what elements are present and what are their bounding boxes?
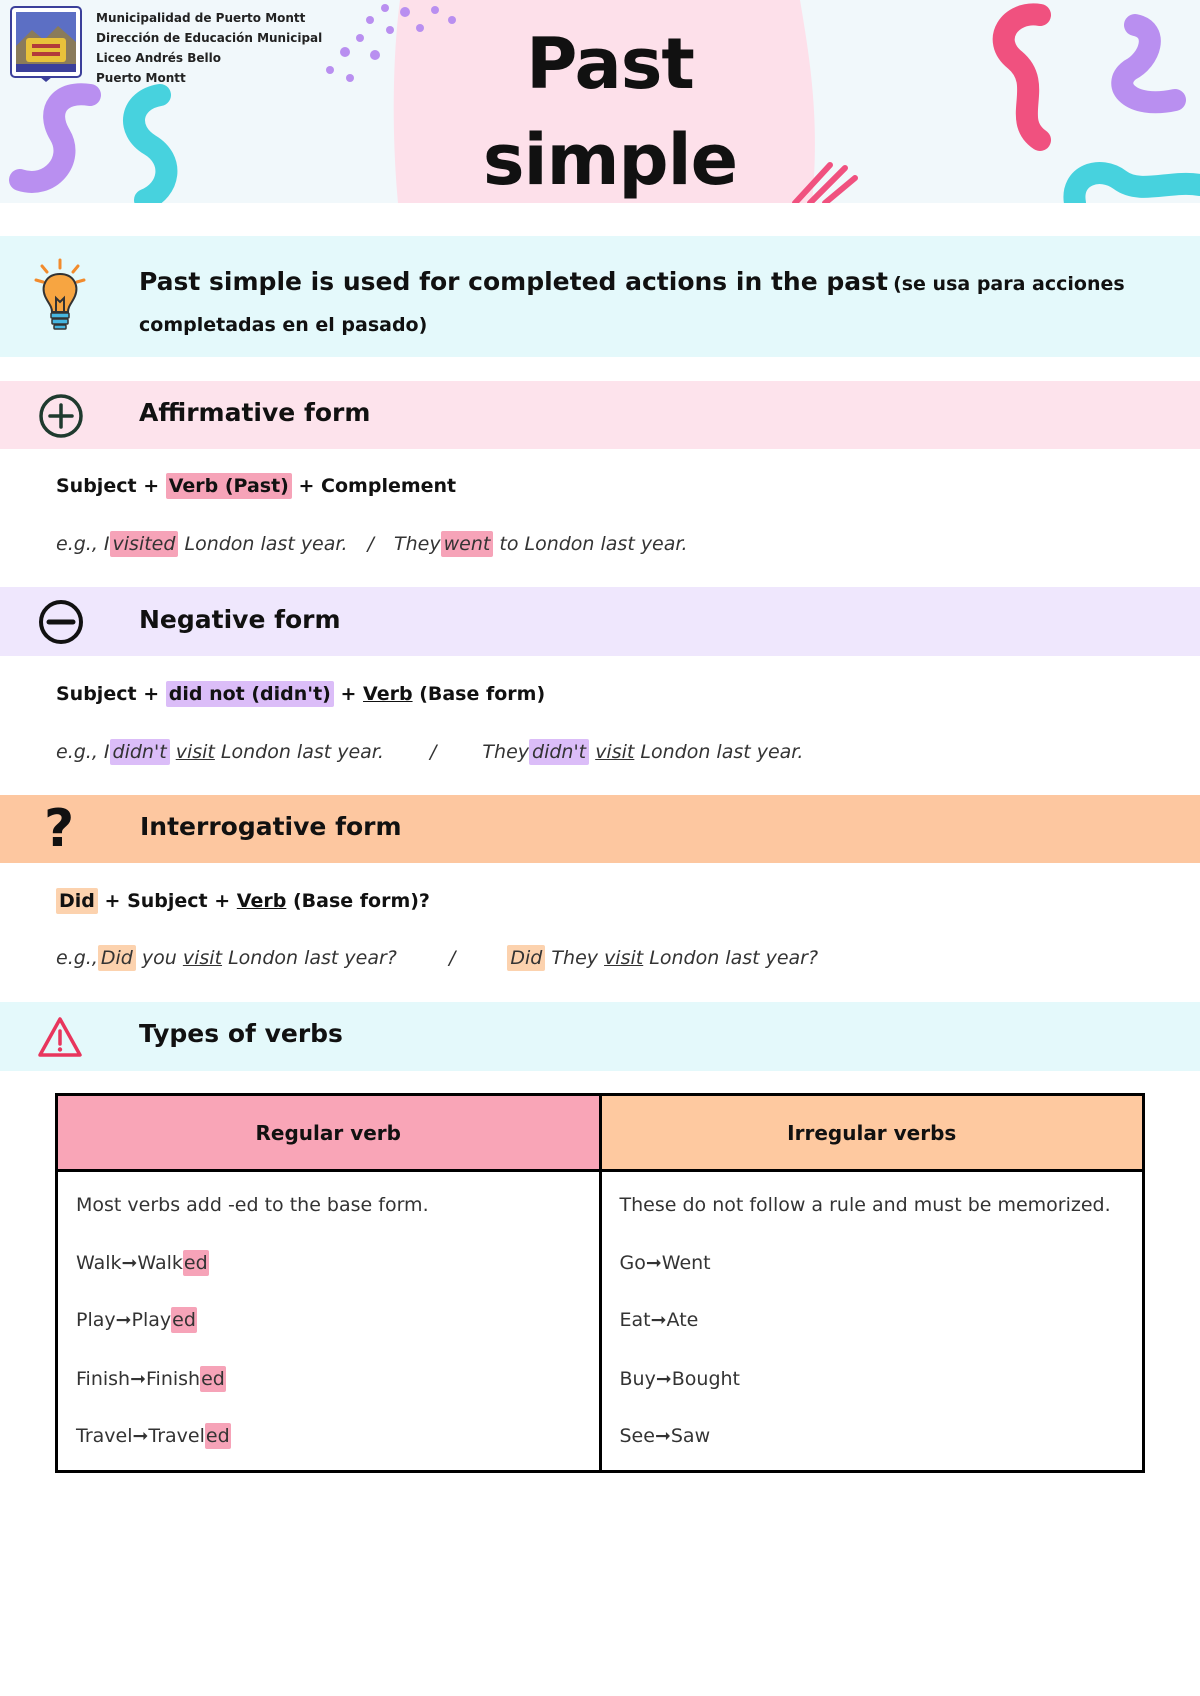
verb-base: Finish [76,1368,131,1390]
verb-past: Bought [671,1368,741,1390]
irregular-verbs-header: Irregular verbs [602,1096,1143,1172]
verb-past-stem: Walk [137,1252,183,1274]
example-rest: London last year. [220,741,384,763]
institution-info [96,8,322,88]
verb-base: Go [619,1252,646,1274]
affirmative-band [0,381,1200,449]
affirmative-heading: Affirmative form [139,398,371,427]
verb-base: Walk [76,1252,122,1274]
pink-squiggle-right [1004,14,1040,140]
formula-plus: + [340,683,357,705]
regular-verbs-column [58,1096,602,1470]
formula-verb: Verb [363,683,413,705]
verb-past: Ate [666,1309,699,1331]
intro-aside: (se usa para acciones completadas en el pasado) [139,273,1125,336]
arrow-icon: ➞ [645,1252,662,1274]
arrow-icon: ➞ [121,1252,138,1274]
example-subject: you [141,947,177,969]
formula-plus: + [143,683,160,705]
teal-squiggle-right [1074,173,1200,203]
example-auxiliary: didn't [529,739,589,765]
arrow-icon: ➞ [115,1309,132,1331]
verb-base: Buy [619,1368,656,1390]
example-rest: London last year? [649,947,819,969]
verb-past-stem: Travel [148,1425,205,1447]
verb-past-stem: Play [131,1309,172,1331]
example-rest: London last year? [228,947,397,969]
example-rest: London last year. [640,741,804,763]
example-auxiliary: Did [507,945,545,971]
arrow-icon: ➞ [650,1309,667,1331]
arrow-icon: ➞ [655,1368,672,1390]
verb-base: Eat [619,1309,651,1331]
example-verb: visit [182,947,223,969]
example-subject: They [482,741,530,763]
example-subject: I [103,533,110,555]
example-eg: e.g., [56,533,98,555]
example-auxiliary: Did [98,945,136,971]
interrogative-heading: Interrogative form [140,812,402,841]
affirmative-example [56,533,688,555]
warning-icon [37,1015,83,1059]
formula-complement: Complement [321,475,457,497]
example-verb: visit [595,741,635,763]
school-logo [10,6,82,82]
example-separator: / [367,533,374,555]
irregular-verbs-column [602,1096,1143,1470]
regular-verbs-description: Most verbs add -ed to the base form. [76,1194,429,1216]
verb-base: Play [76,1309,116,1331]
formula-base: (Base form) [419,683,546,705]
formula-verb: Verb [236,890,287,912]
page-title [395,16,825,203]
table-row [76,1368,226,1390]
formula-subject: Subject [56,683,137,705]
irregular-verbs-description: These do not follow a rule and must be memorized. [619,1194,1111,1216]
interrogative-formula [56,890,430,912]
regular-verbs-header: Regular verb [58,1096,599,1172]
arrow-icon: ➞ [132,1425,149,1447]
verb-types-table [55,1093,1145,1473]
example-subject: I [103,741,110,763]
intro-band [0,236,1200,357]
types-heading: Types of verbs [139,1019,343,1048]
institution-line: Municipalidad de Puerto Montt [96,11,306,25]
example-verb: visit [175,741,215,763]
verb-base: Travel [76,1425,133,1447]
purple-squiggle-left [20,94,90,182]
title-line-1: Past simple [482,23,738,201]
table-row [620,1309,699,1331]
example-verb: visit [604,947,644,969]
example-auxiliary: didn't [110,739,170,765]
institution-line: Puerto Montt [96,71,186,85]
affirmative-formula [56,475,456,497]
table-row [620,1425,711,1447]
table-row [76,1309,197,1331]
table-row [76,1425,231,1447]
verb-suffix: ed [205,1425,230,1447]
purple-squiggle-right [1122,25,1175,102]
negative-heading: Negative form [139,605,341,634]
negative-example [56,741,803,763]
formula-verb: Verb (Past) [166,473,292,499]
teal-squiggle-left [134,95,166,200]
verb-past: Saw [670,1425,711,1447]
example-verb: visited [110,531,179,557]
negative-formula [56,683,545,705]
table-row [620,1368,741,1390]
formula-plus: + [143,475,160,497]
verb-suffix: ed [183,1252,208,1274]
types-band [0,1002,1200,1071]
example-separator: / [448,947,456,969]
interrogative-band [0,795,1200,863]
arrow-icon: ➞ [654,1425,671,1447]
verb-past-stem: Finish [146,1368,201,1390]
interrogative-example [56,947,818,969]
arrow-icon: ➞ [130,1368,147,1390]
header-banner [0,0,1200,203]
plus-circle-icon [38,393,84,439]
formula-plus: + [214,890,231,912]
example-subject: They [551,947,599,969]
minus-circle-icon [38,599,84,645]
example-rest: London last year. [184,533,348,555]
example-subject: They [394,533,441,555]
verb-suffix: ed [201,1368,225,1390]
example-separator: / [429,741,437,763]
example-verb: went [441,531,494,557]
institution-line: Dirección de Educación Municipal [96,31,323,45]
institution-line: Liceo Andrés Bello [96,51,221,65]
example-eg: e.g., [56,947,98,969]
formula-subject: Subject [56,475,137,497]
table-row [76,1252,209,1274]
intro-main: Past simple is used for completed actions in the past [139,267,888,296]
formula-subject: Subject [127,890,208,912]
intro-text [139,262,1139,346]
verb-suffix: ed [172,1309,196,1331]
example-rest: to London last year. [499,533,688,555]
lightbulb-icon [32,256,88,332]
formula-base: (Base form)? [292,890,430,912]
formula-auxiliary: did not (didn't) [166,681,334,707]
verb-base: See [619,1425,655,1447]
formula-plus: + [104,890,121,912]
verb-past: Went [661,1252,711,1274]
formula-auxiliary: Did [56,888,98,914]
example-eg: e.g., [56,741,98,763]
table-row [620,1252,711,1274]
formula-plus: + [298,475,315,497]
negative-band [0,587,1200,656]
question-mark-icon: ? [44,799,75,859]
